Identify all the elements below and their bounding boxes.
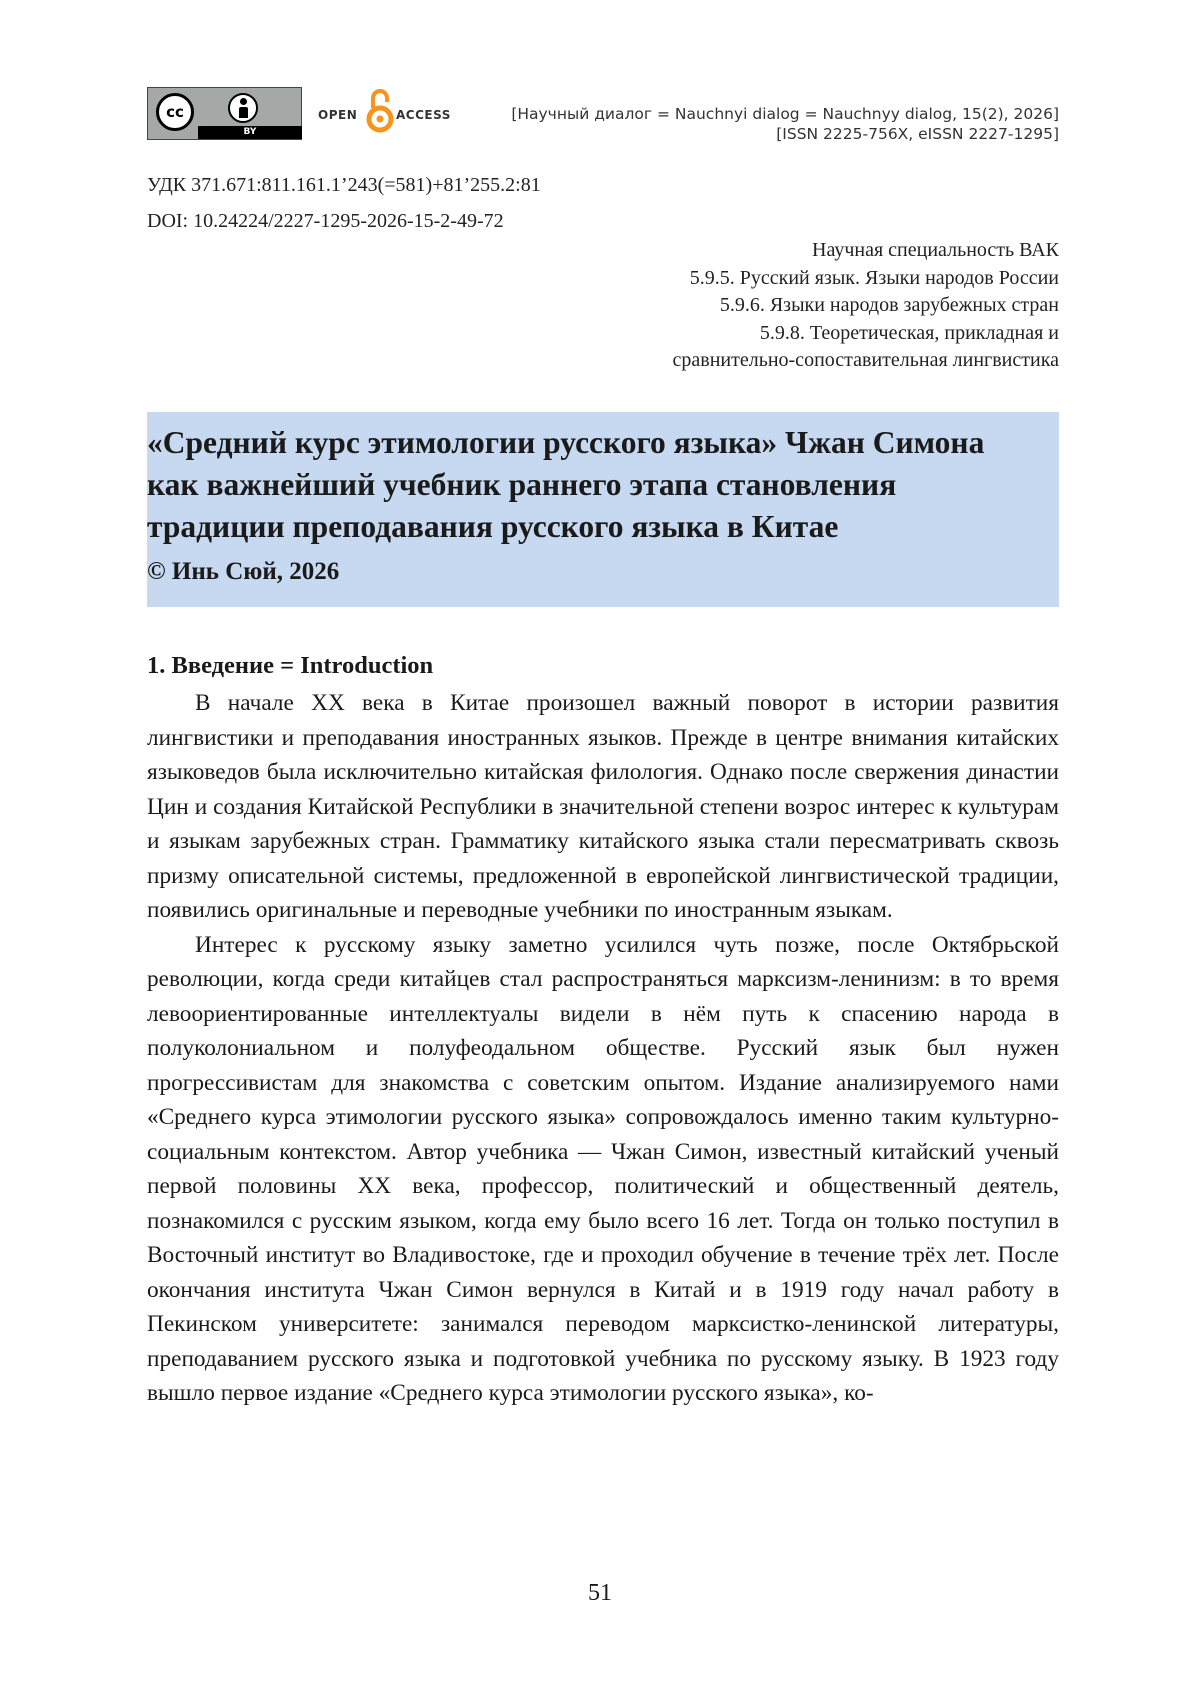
attribution-person-icon <box>228 93 258 123</box>
journal-citation: [Научный диалог = Nauchnyi dialog = Nauchnyy dialog, 15(2), 2026] <box>511 105 1059 123</box>
open-access-open-text: OPEN <box>318 108 358 122</box>
cc-by-license-badge[interactable] <box>147 87 302 140</box>
journal-issn: [ISSN 2225-756X, eISSN 2227-1295] <box>776 125 1059 143</box>
udk-code: УДК 371.671:811.161.1’243(=581)+81’255.2:81 <box>147 174 541 196</box>
open-access-lock-icon <box>366 86 394 134</box>
by-label: BY <box>198 126 302 139</box>
specialty-heading: Научная специальность ВАК <box>812 239 1059 261</box>
open-access-logo[interactable] <box>318 86 458 138</box>
open-access-access-text: ACCESS <box>396 108 451 122</box>
article-title <box>147 422 1047 548</box>
section-heading: 1. Введение = Introduction <box>147 652 434 679</box>
specialty-item: 5.9.6. Языки народов зарубежных стран <box>719 294 1059 316</box>
article-title-box <box>147 412 1059 607</box>
body-paragraph: Интерес к русскому языку заметно усилился чуть позже, после Октябрьской революции, когда среди китайцев стал распространяться марксизм-ленинизм: в то время левоориентированные интеллектуалы видели в нём путь к спасению народа в полуколониальном и полуфеодальном обществе. Русский язык был нужен прогрессивистам для знакомства с советским опытом. Издание анализируемого нами «Среднего курса этимологии русского языка» сопровождалось именно таким культурно-социальным контекстом. Автор учебника — Чжан Симон, известный китайский ученый первой половины XX века, профессор, политический и общественный деятель, познакомился с русским языком, когда ему было всего 16 лет. Тогда он только поступил в Восточный институт во Владивостоке, где и проходил обучение в течение трёх лет. После окончания института Чжан Симон вернулся в Китай и в 1919 году начал работу в Пекинском университете: занимался переводом марксистко-ленинской литературы, преподаванием русского языка и подготовкой учебника по русскому языку. В 1923 году вышло первое издание «Среднего курса этимологии русского языка», ко- <box>147 931 1059 1406</box>
cc-icon: cc <box>156 93 194 131</box>
specialty-item: сравнительно-сопоставительная лингвистика <box>672 349 1059 371</box>
title-line: как важнейший учебник раннего этапа становления <box>147 467 897 502</box>
specialty-item: 5.9.5. Русский язык. Языки народов России <box>689 266 1059 289</box>
title-line: традиции преподавания русского языка в Китае <box>147 509 839 544</box>
body-paragraph: В начале XX века в Китае произошел важный поворот в истории развития лингвистики и преподавания иностранных языков. Прежде в центре внимания китайских языковедов была исключительно китайская филология. Однако после свержения династии Цин и создания Китайской Республики в значительной степени возрос интерес к культурам и языкам зарубежных стран. Грамматику китайского языка стали пересматривать сквозь призму описательной системы, предложенной в европейской лингвистической традиции, появились оригинальные и переводные учебники по иностранным языкам. <box>147 690 1059 923</box>
journal-reference <box>511 104 1059 144</box>
title-line: «Средний курс этимологии русского языка» Чжан Симона <box>147 425 985 460</box>
article-body <box>147 686 1059 1411</box>
specialty-item: 5.9.8. Теоретическая, прикладная и <box>759 321 1059 344</box>
page-number: 51 <box>588 1580 612 1606</box>
article-author: © Инь Сюй, 2026 <box>147 558 340 585</box>
vak-specialty <box>673 237 1060 375</box>
doi[interactable]: DOI: 10.24224/2227-1295-2026-15-2-49-72 <box>147 210 504 232</box>
